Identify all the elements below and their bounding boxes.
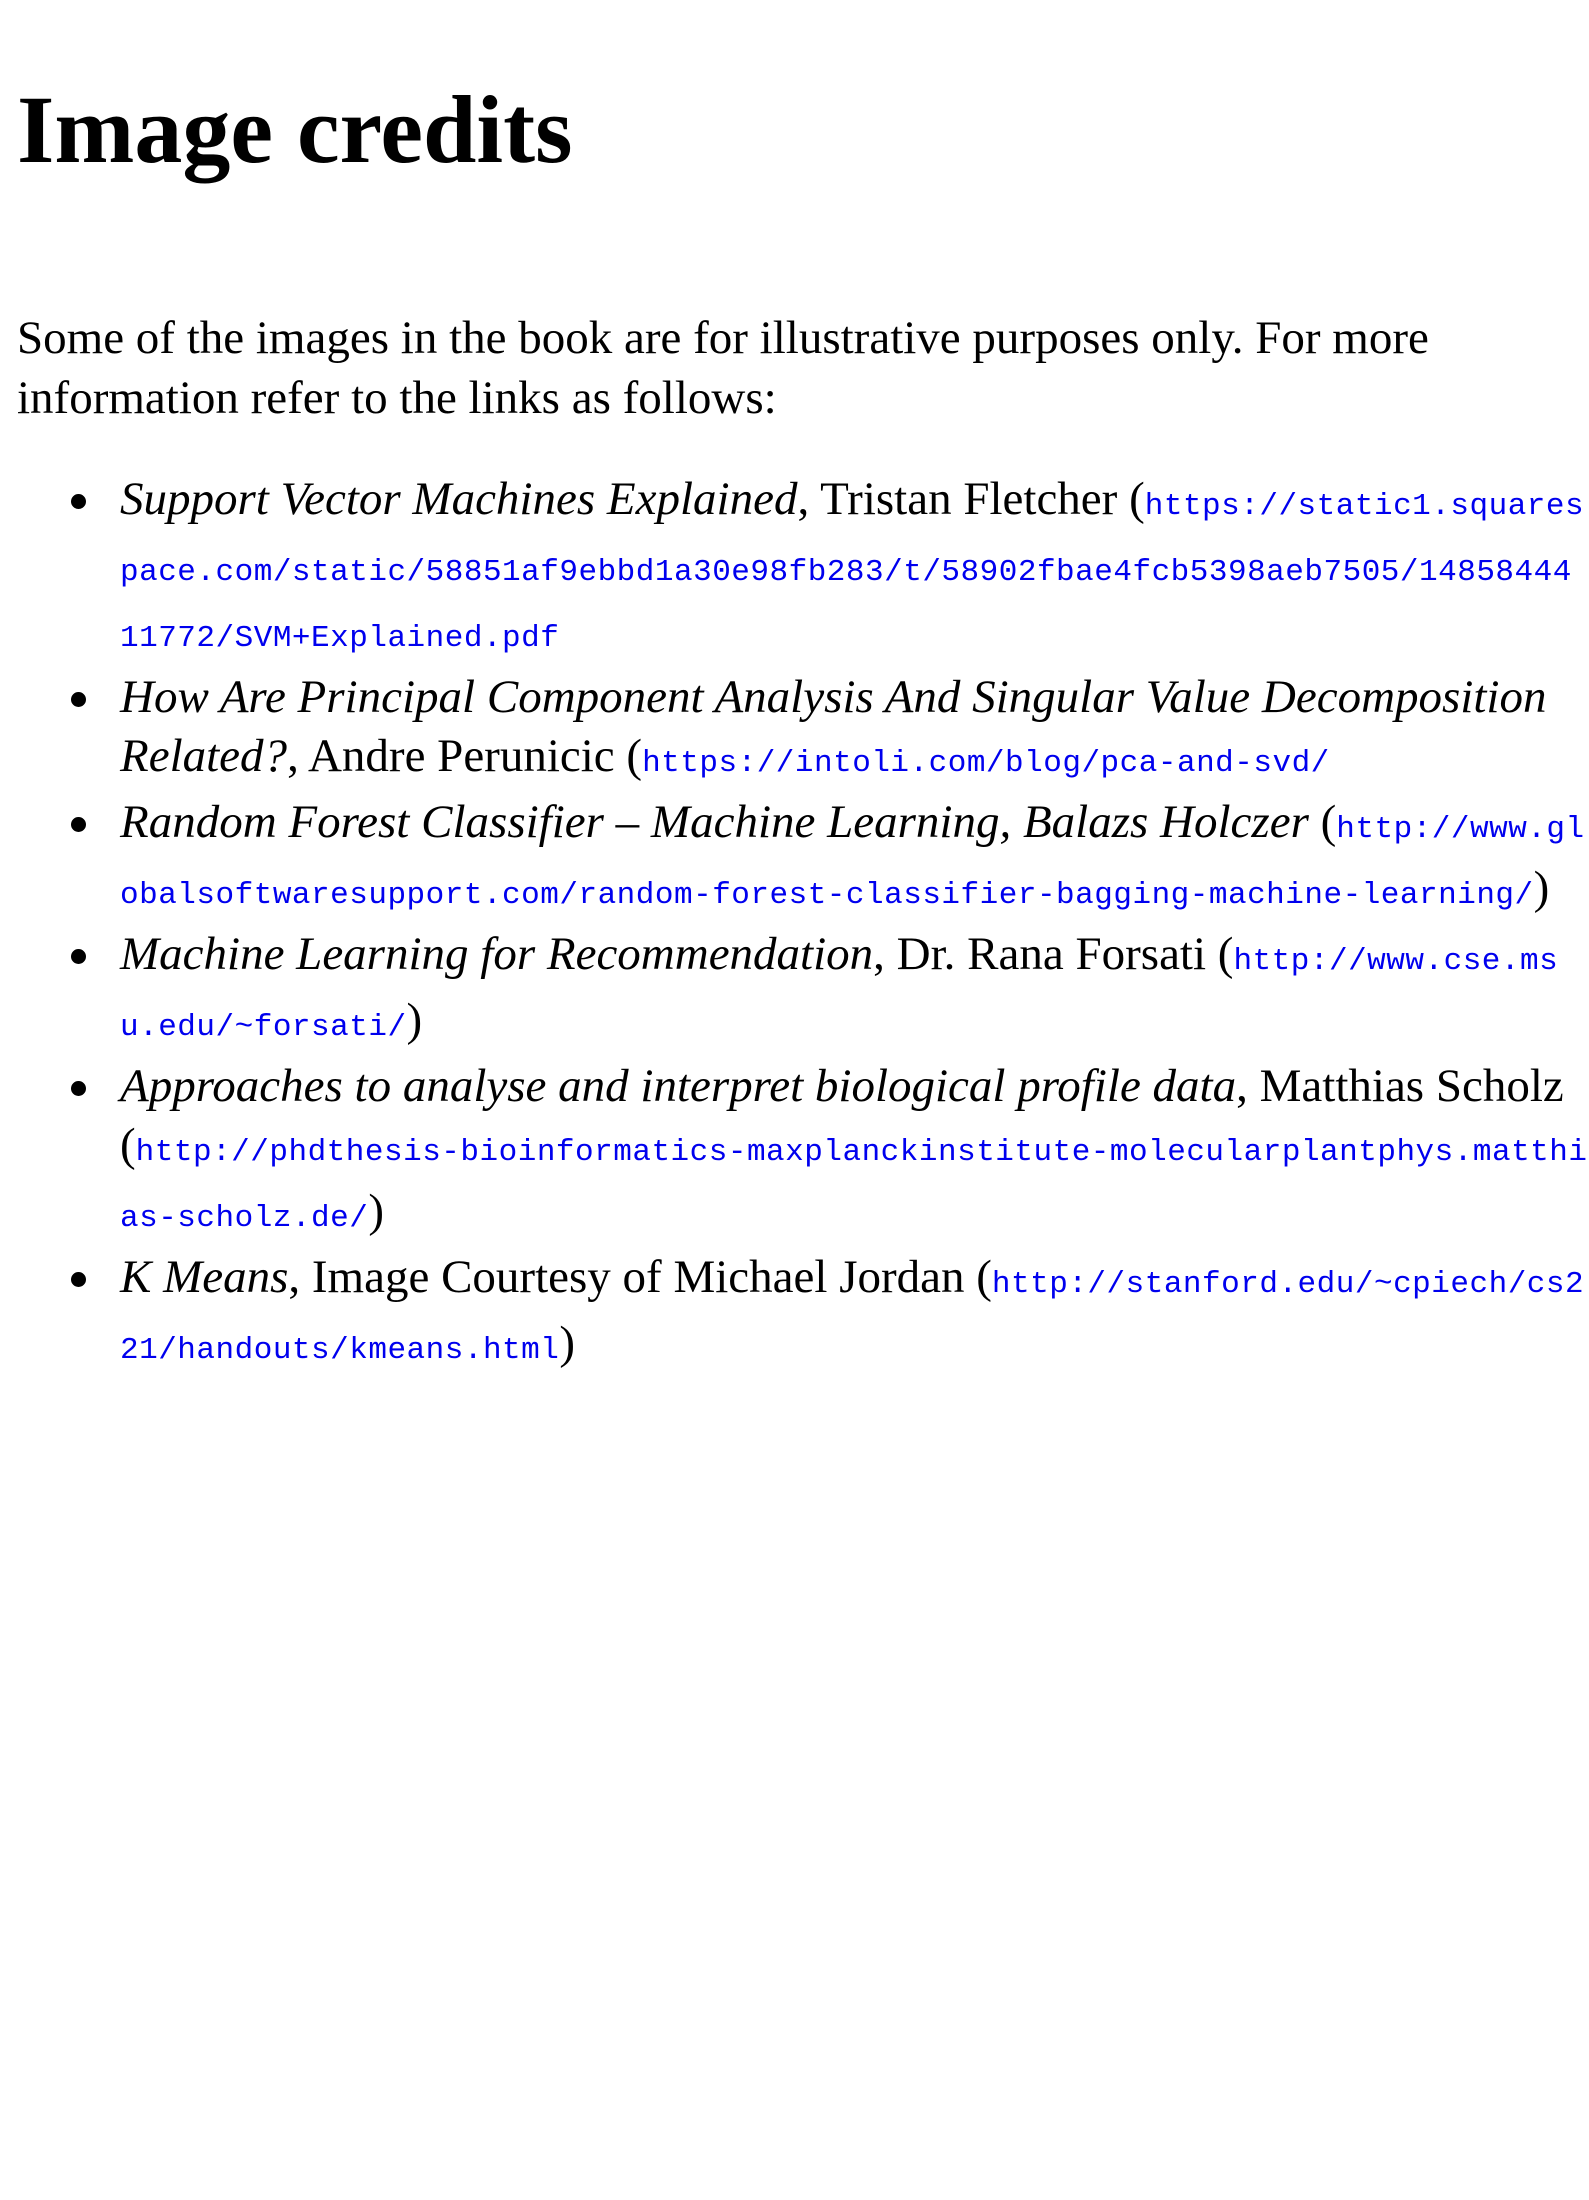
bullet-icon	[71, 1272, 86, 1287]
bullet-icon	[71, 494, 86, 509]
credit-author: , Matthias Scholz (	[120, 1060, 1564, 1171]
credit-link[interactable]: http://stanford.edu/~cpiech/cs221/handouts/kmeans.html	[120, 1267, 1585, 1368]
bullet-icon	[71, 1081, 86, 1096]
credit-close: )	[1533, 862, 1550, 914]
credit-title: Random Forest Classifier – Machine Learning, Balazs Holczer	[120, 796, 1309, 848]
credit-close: )	[406, 994, 423, 1046]
list-item	[17, 793, 1589, 925]
credit-title: How Are Principal Component Analysis And Singular Value Decomposition Related?	[120, 671, 1547, 782]
credit-title: K Means	[120, 1251, 289, 1303]
bullet-icon	[71, 817, 86, 832]
credit-author: , Andre Perunicic (	[287, 730, 643, 782]
credit-author: , Dr. Rana Forsati (	[873, 928, 1234, 980]
list-item	[17, 1057, 1589, 1248]
list-item	[17, 470, 1589, 668]
credit-title: Approaches to analyse and interpret biological profile data	[120, 1060, 1237, 1112]
list-item	[17, 925, 1589, 1057]
credit-link[interactable]: https://intoli.com/blog/pca-and-svd/	[642, 746, 1330, 781]
credit-title: Support Vector Machines Explained	[120, 473, 798, 525]
credit-link[interactable]: http://phdthesis-bioinformatics-maxplanckinstitute-molecularplantphys.matthias-scholz.de/	[120, 1135, 1588, 1236]
intro-paragraph: Some of the images in the book are for illustrative purposes only. For more information refer to the links as follows:	[17, 312, 1429, 424]
page-title: Image credits	[17, 76, 573, 183]
credit-link[interactable]: http://www.globalsoftwaresupport.com/random-forest-classifier-bagging-machine-learning/	[120, 812, 1585, 913]
list-item	[17, 668, 1589, 793]
credit-author: , Image Courtesy of Michael Jordan (	[288, 1251, 992, 1303]
document-page	[17, 60, 1588, 1380]
list-item	[17, 1248, 1589, 1380]
credit-link[interactable]: http://www.cse.msu.edu/~forsati/	[120, 944, 1559, 1045]
bullet-icon	[71, 949, 86, 964]
credit-close: )	[559, 1317, 576, 1369]
credit-title: Machine Learning for Recommendation	[120, 928, 874, 980]
credit-close: )	[368, 1185, 384, 1237]
credit-author: (	[1308, 796, 1337, 848]
bullet-icon	[71, 692, 86, 707]
credit-link[interactable]: https://static1.squarespace.com/static/58851af9ebbd1a30e98fb283/t/58902fbae4fcb5398aeb7505/1485844411772/SVM+Explained.pdf	[120, 489, 1585, 656]
credits-list	[17, 470, 1588, 1380]
credit-author: , Tristan Fletcher (	[797, 473, 1145, 525]
